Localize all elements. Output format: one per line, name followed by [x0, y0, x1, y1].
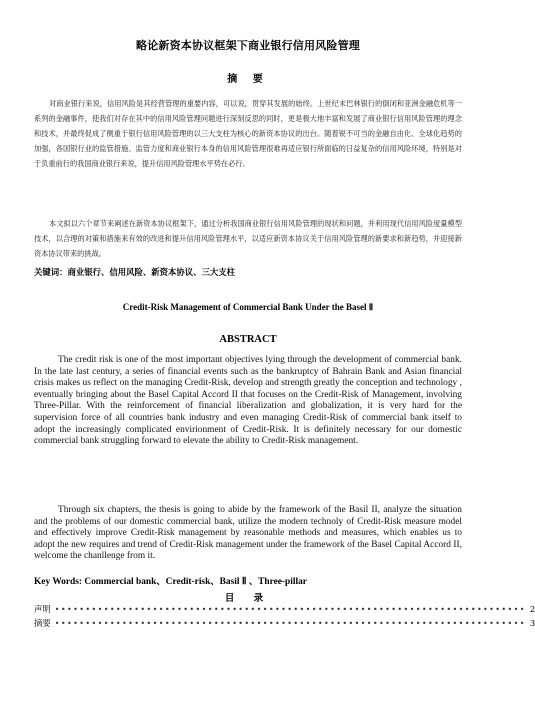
english-title: Credit-Risk Management of Commercial Bank Under the Basel Ⅱ	[122, 302, 374, 312]
toc-entry[interactable]	[34, 617, 535, 629]
toc-entry[interactable]	[34, 603, 535, 615]
chinese-title: 略论新资本协议框架下商业银行信用风险管理	[136, 39, 360, 52]
chinese-abstract-paragraph-1	[34, 96, 462, 171]
toc-entry-page: 3	[529, 618, 535, 628]
toc-entry-label: 声明	[34, 604, 51, 614]
chinese-keywords: 关键词：商业银行、信用风险、新资本协议、三大支柱	[34, 267, 235, 277]
chinese-abstract-paragraph-2	[34, 216, 462, 261]
english-abstract-paragraph-1-text: The credit risk is one of the most important objectives lying through the development of commercial bank. In the late last century, a series of financial events such as the bankruptcy of Bahrain Bank and Asian financial crisis makes us reflect on the managing Credit-Risk, develop and strength greatly the conception and technology , eventually bringing about the Basel Capital Accord II that focuses on the Credit-Risk of Management, involving Three-Pillar. With the reinforcement of financial liberalization and globalization, it is very hard for the supervision force of all countries bank industry and even managing Credit-Risk of commercial bank itself to adopt the increasingly complicated envirionment of Credit-Risk. It is definitely necessary for our domestic commercial bank struggling forward to elevate the ability to Credit-Risk management.	[34, 355, 462, 447]
toc-leader-dots: •••••••••••••••••••••••••••••••••••••••••••••••••••••••••••••••••••••••••••••	[54, 604, 526, 614]
english-abstract-paragraph-2	[34, 505, 462, 563]
table-of-contents-heading: 目 录	[224, 593, 272, 604]
english-abstract-paragraph-2-text: Through six chapters, the thesis is going to abide by the framework of the Basil II, analyze the situation and the problems of our domestic commercial bank, utilize the modern technoly of Credit-Risk measure model and effectively improve Credit-Risk management by reasonable methods and measures, which enables us to adopt the new requires and trend of Credit-Risk management under the framework of the Basel Capital Accord II, welcome the chanllenge from it.	[34, 505, 462, 562]
chinese-abstract-paragraph-2-text: 本文拟以六个章节来阐述在新资本协议框架下，通过分析我国商业银行信用风险管理的现状和问题，并利用现代信用风险度量模型技术，以合理的对策和措施来有效的改进和提升信用风险管理水平，以适应新资本协议关于信用风险管理的新要求和新趋势，并迎接新资本协议带来的挑战。	[34, 219, 462, 258]
english-abstract-heading: ABSTRACT	[219, 334, 277, 345]
chinese-abstract-heading: 摘 要	[227, 74, 269, 85]
english-keywords: Key Words: Commercial bank、Credit-risk、Basil Ⅱ 、Three-pillar	[34, 577, 307, 587]
chinese-abstract-paragraph-1-text: 对商业银行来说，信用风险是其经营管理的重要内容，可以说，贯穿其发展的始终。上世纪末巴林银行的倒闭和亚洲金融危机等一系列的金融事件，使我们对存在其中的信用风险管理问题进行深刻反思的同时，更是极大地丰富和发展了商业银行信用风险管理的理念和技术，并最终促成了侧重于银行信用风险管理的以三大支柱为核心的新资本协议的出台。随着锐不可当的金融自由化、全球化趋势的加强，各国银行业的监管措施、监管力度和商业银行本身的信用风险管理很难再适应银行所面临的日益复杂的信用风险环境，特别是对于负重前行的我国商业银行来说，提升信用风险管理水平势在必行。	[34, 99, 462, 168]
english-abstract-paragraph-1	[34, 355, 462, 448]
toc-leader-dots: •••••••••••••••••••••••••••••••••••••••••••••••••••••••••••••••••••••••••••••	[54, 618, 526, 628]
toc-entry-label: 摘要	[34, 618, 51, 628]
toc-entry-page: 2	[529, 604, 535, 614]
